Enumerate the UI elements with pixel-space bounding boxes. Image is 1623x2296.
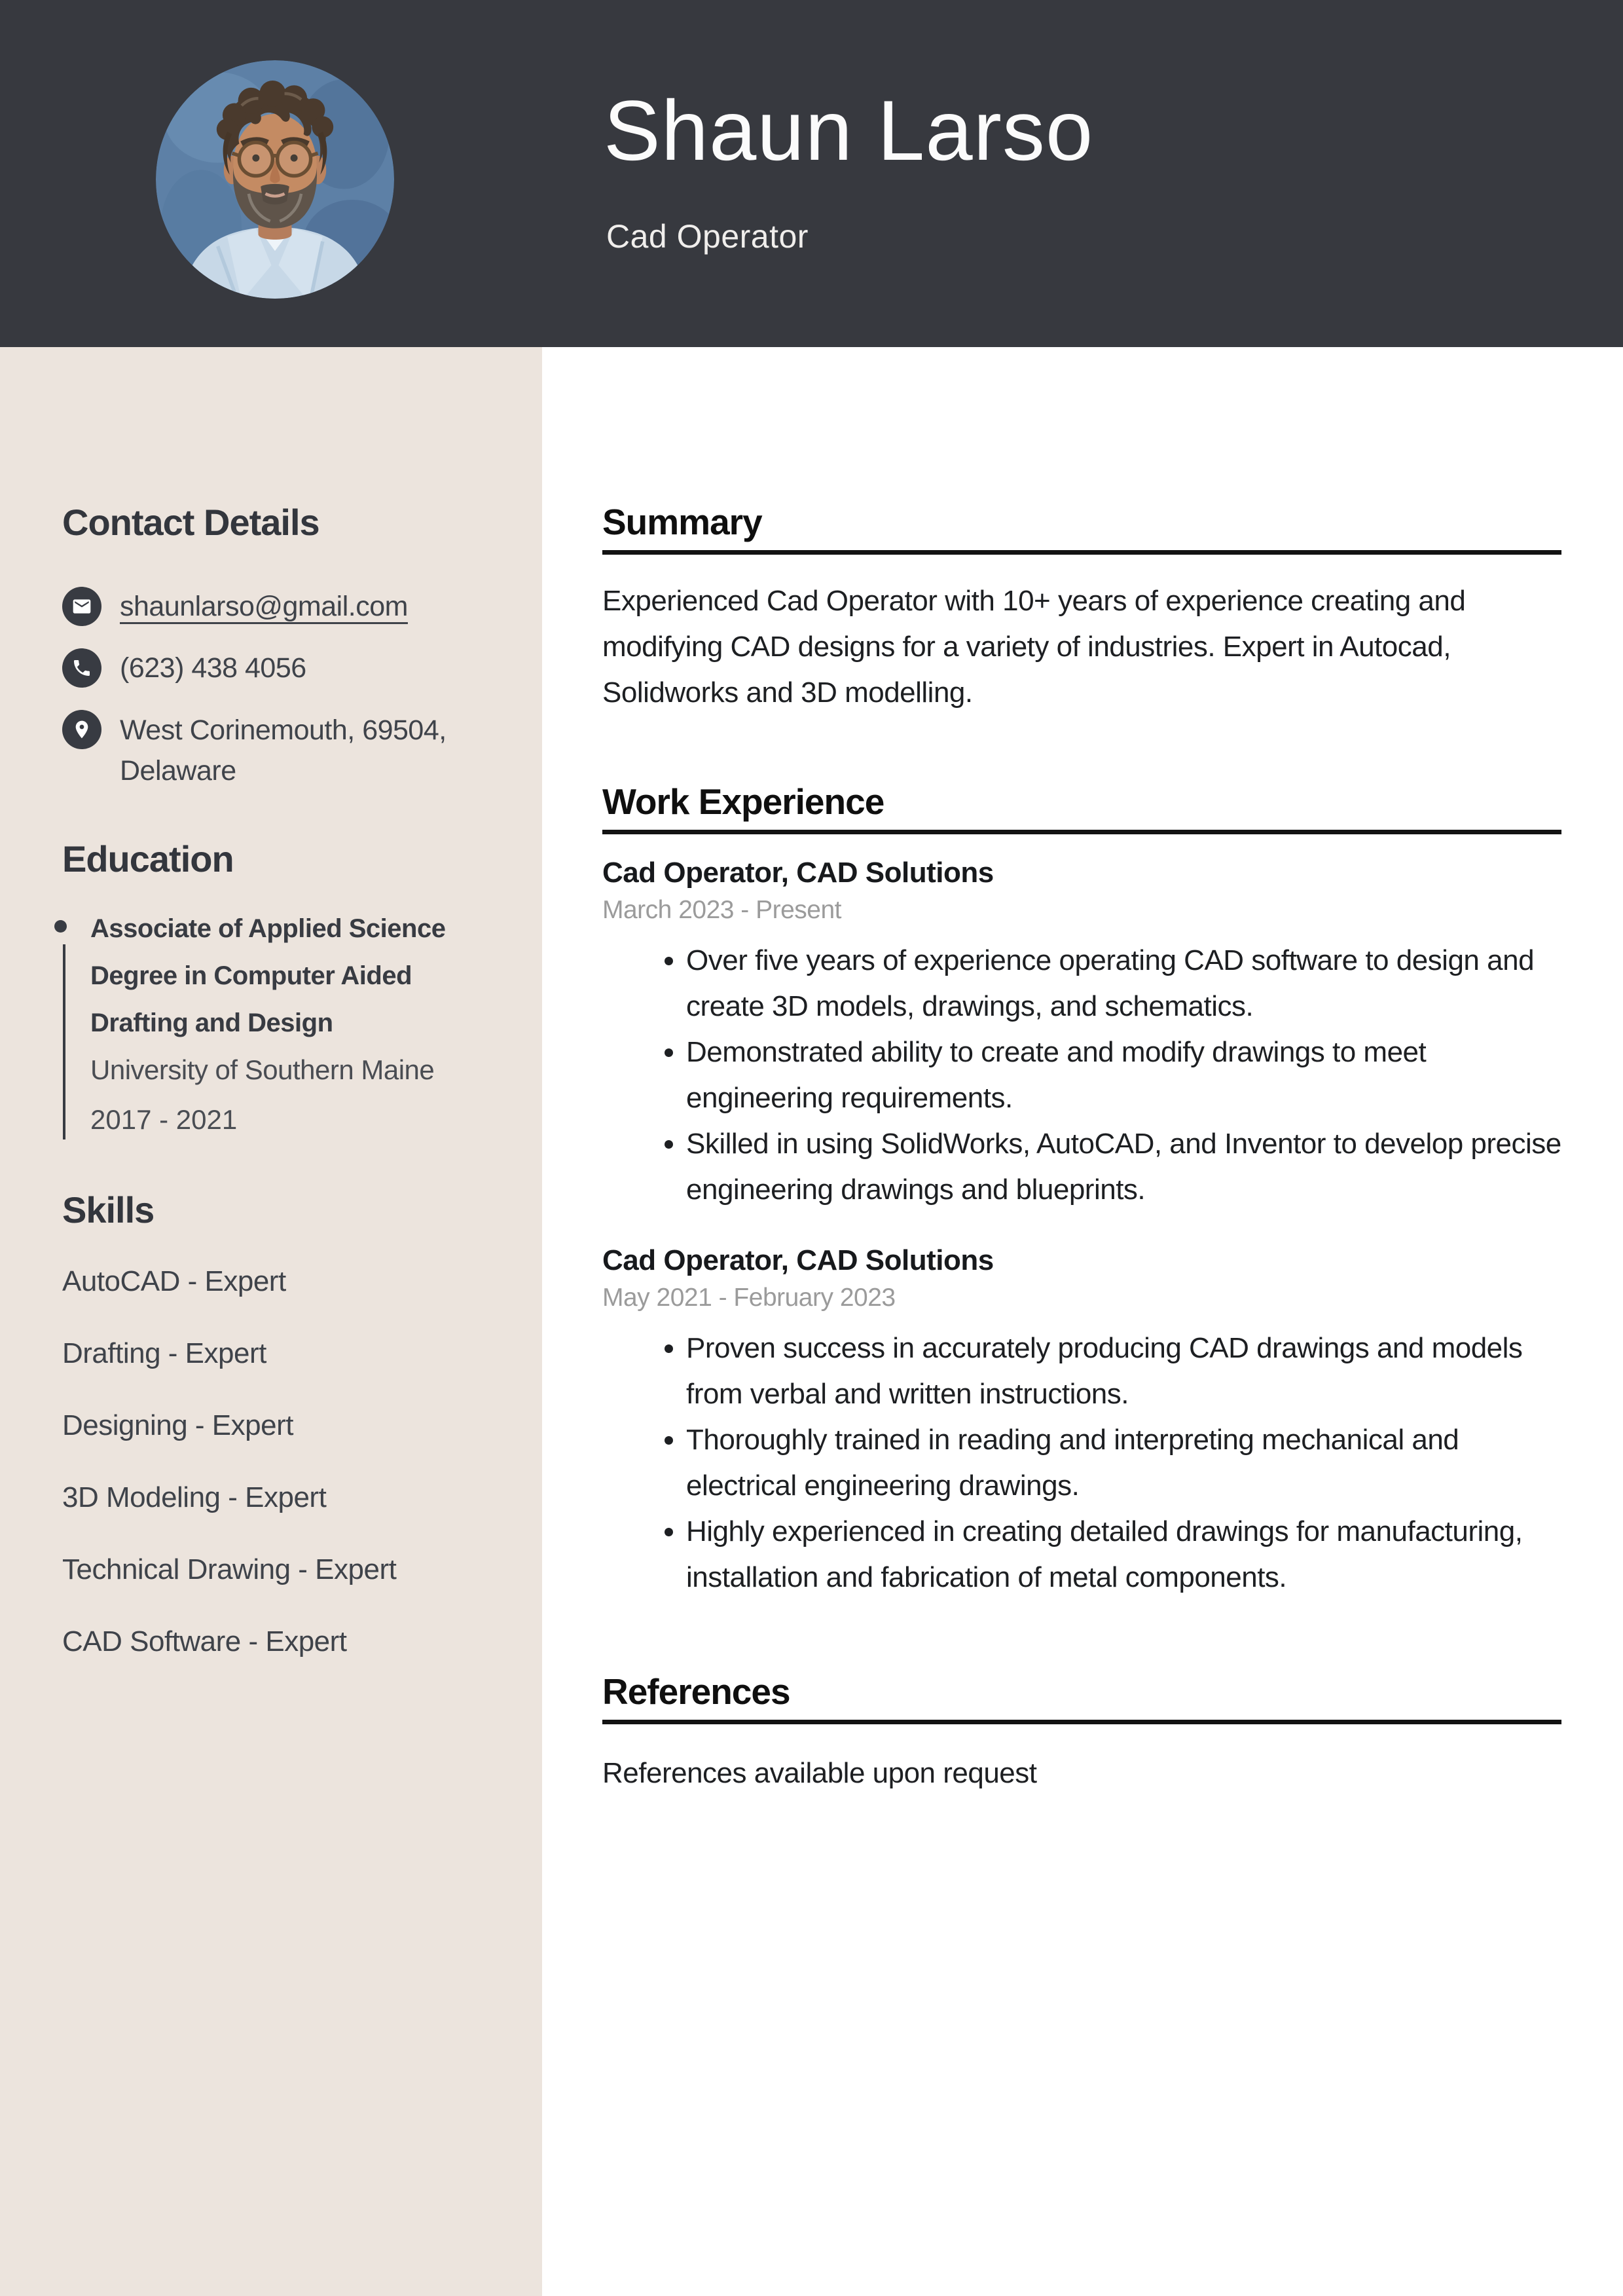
summary-text: Experienced Cad Operator with 10+ years of experience creating and modifying CAD designs for a variety of industries. Expert in Autocad, Solidworks and 3D modelling. <box>602 585 1466 709</box>
skill-item: Technical Drawing - Expert <box>62 1553 397 1585</box>
contact-details-heading: Contact Details <box>62 502 319 543</box>
skill-item: 3D Modeling - Expert <box>62 1481 327 1513</box>
job-bullet: • Over five years of experience operating CAD software to design and create 3D models, drawings, and schematics. <box>686 938 1561 1029</box>
education-heading: Education <box>62 838 234 880</box>
education-degree: Associate of Applied Science Degree in Computer Aided Drafting and Design <box>90 914 446 1037</box>
skills-list <box>62 1265 484 1658</box>
job-dates: May 2021 - February 2023 <box>602 1284 896 1312</box>
profile-photo-illustration <box>156 60 394 299</box>
skill-item: CAD Software - Expert <box>62 1625 347 1657</box>
references-heading: References <box>602 1671 790 1712</box>
work-experience-section <box>602 781 1561 1601</box>
timeline-dot-icon <box>54 920 67 933</box>
person-name: Shaun Larso <box>604 83 1094 178</box>
location-icon <box>62 710 101 749</box>
skills-heading: Skills <box>62 1189 155 1231</box>
education-item <box>62 905 484 1143</box>
skill-item: Drafting - Expert <box>62 1337 266 1369</box>
section-divider <box>602 1720 1561 1724</box>
skill-item: AutoCAD - Expert <box>62 1265 286 1297</box>
contact-item-location <box>62 710 484 791</box>
skill-item: Designing - Expert <box>62 1409 293 1441</box>
timeline-line <box>63 944 65 1139</box>
contact-item-phone <box>62 648 484 688</box>
phone-icon <box>62 648 101 688</box>
email-link[interactable]: shaunlarso@gmail.com <box>120 591 408 622</box>
job-bullet-list <box>602 1325 1561 1601</box>
references-text: References available upon request <box>602 1757 1037 1789</box>
person-job-title: Cad Operator <box>606 218 809 255</box>
contact-item-email <box>62 587 484 626</box>
job-title: Cad Operator, CAD Solutions <box>602 857 994 889</box>
summary-heading: Summary <box>602 502 762 542</box>
job-bullet: • Proven success in accurately producing CAD drawings and models from verbal and written instructions. <box>686 1325 1561 1417</box>
contact-list <box>62 587 484 791</box>
main-content <box>542 347 1623 2296</box>
email-icon <box>62 587 101 626</box>
summary-section <box>602 502 1561 716</box>
job-title: Cad Operator, CAD Solutions <box>602 1244 994 1276</box>
education-school: University of Southern Maine <box>90 1054 435 1085</box>
work-experience-heading: Work Experience <box>602 781 884 822</box>
job-bullet-list <box>602 938 1561 1213</box>
job-bullet: • Highly experienced in creating detailed drawings for manufacturing, installation and fabrication of metal components. <box>686 1509 1561 1601</box>
references-section <box>602 1671 1561 1796</box>
profile-photo <box>156 60 394 299</box>
phone-number: (623) 438 4056 <box>120 652 306 684</box>
section-divider <box>602 550 1561 555</box>
location-text: West Corinemouth, 69504, Delaware <box>120 714 447 787</box>
section-divider <box>602 830 1561 834</box>
job-entry <box>602 1243 1561 1601</box>
education-dates: 2017 - 2021 <box>90 1104 238 1135</box>
job-bullet: • Skilled in using SolidWorks, AutoCAD, and Inventor to develop precise engineering drawings and blueprints. <box>686 1121 1561 1213</box>
job-entry <box>602 855 1561 1213</box>
job-dates: March 2023 - Present <box>602 896 842 924</box>
job-bullet: • Thoroughly trained in reading and interpreting mechanical and electrical engineering drawings. <box>686 1417 1561 1509</box>
sidebar <box>0 347 542 2296</box>
job-bullet: • Demonstrated ability to create and modify drawings to meet engineering requirements. <box>686 1029 1561 1121</box>
